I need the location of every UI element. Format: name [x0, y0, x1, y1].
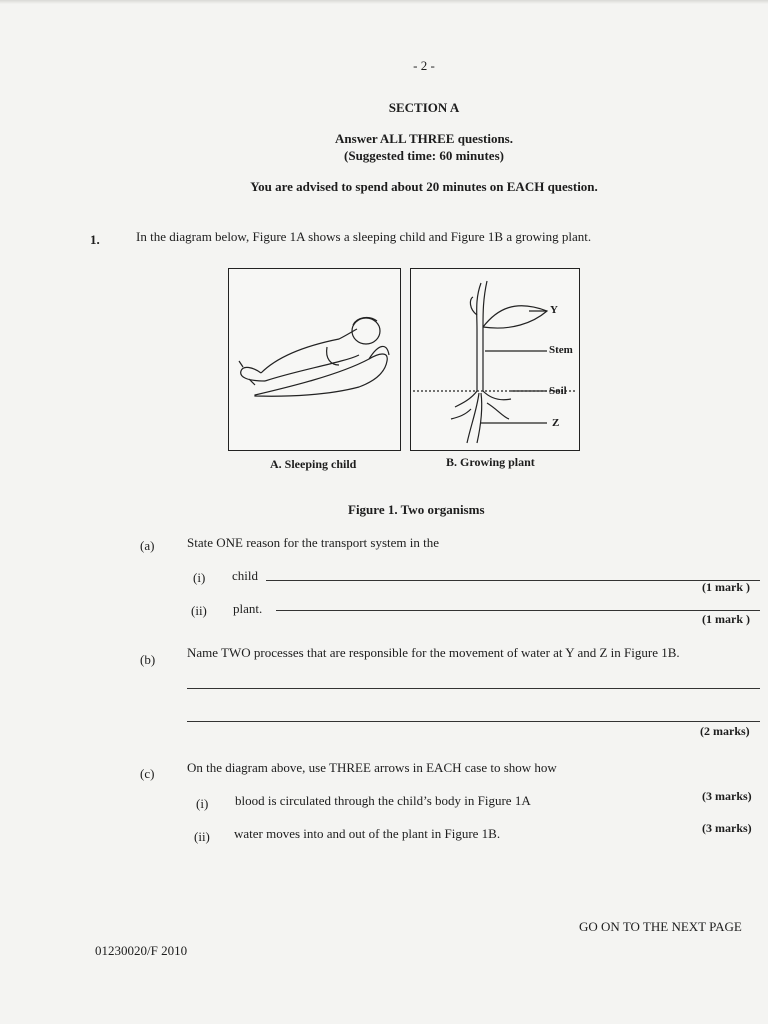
part-c-i-label: (i)	[196, 796, 209, 811]
section-title: SECTION A	[388, 100, 460, 115]
part-b-label: (b)	[140, 652, 156, 667]
figure-1a-box	[228, 268, 401, 451]
part-c-ii-text: water moves into and out of the plant in Figure 1B.	[234, 826, 501, 841]
part-b-marks: (2 marks)	[700, 724, 750, 738]
question-number: 1.	[90, 232, 100, 247]
figure-title: Figure 1. Two organisms	[348, 502, 485, 517]
page-top-edge	[0, 0, 768, 4]
next-page-note: GO ON TO THE NEXT PAGE	[579, 919, 742, 934]
answer-line-a-ii	[276, 610, 760, 611]
question-intro: In the diagram below, Figure 1A shows a sleeping child and Figure 1B a growing plant.	[136, 229, 592, 244]
part-a-i-text: child	[232, 568, 258, 583]
page-number: - 2 -	[413, 58, 435, 73]
label-y: Y	[550, 304, 558, 316]
part-c-label: (c)	[140, 766, 155, 781]
caption-a: A. Sleeping child	[270, 457, 357, 471]
answer-line-b-2	[187, 721, 760, 722]
instruction-answer-all: Answer ALL THREE questions.	[335, 131, 513, 146]
part-a-ii-text: plant.	[233, 601, 263, 616]
part-a-label: (a)	[140, 538, 155, 553]
part-a-i-marks: (1 mark )	[702, 580, 750, 594]
label-soil: Soil	[549, 385, 567, 397]
answer-line-b-1	[187, 688, 760, 689]
instruction-suggested-time: (Suggested time: 60 minutes)	[344, 148, 504, 163]
sleeping-child-drawing	[229, 269, 400, 450]
part-c-i-marks: (3 marks)	[702, 789, 752, 803]
part-b-text: Name TWO processes that are responsible for the movement of water at Y and Z in Figure 1B.	[187, 645, 680, 660]
part-c-ii-label: (ii)	[194, 829, 210, 844]
part-a-ii-label: (ii)	[191, 603, 207, 618]
part-c-text: On the diagram above, use THREE arrows in EACH case to show how	[187, 760, 557, 775]
part-c-i-text: blood is circulated through the child’s body in Figure 1A	[235, 793, 531, 808]
label-z: Z	[552, 417, 560, 429]
label-stem: Stem	[549, 344, 573, 356]
part-a-text: State ONE reason for the transport system in the	[187, 535, 439, 550]
part-c-ii-marks: (3 marks)	[702, 821, 752, 835]
advice-text: You are advised to spend about 20 minutes on EACH question.	[250, 179, 598, 194]
answer-line-a-i	[266, 580, 760, 581]
caption-b: B. Growing plant	[446, 455, 535, 469]
paper-code: 01230020/F 2010	[95, 943, 188, 958]
part-a-ii-marks: (1 mark )	[702, 612, 750, 626]
part-a-i-label: (i)	[193, 570, 206, 585]
